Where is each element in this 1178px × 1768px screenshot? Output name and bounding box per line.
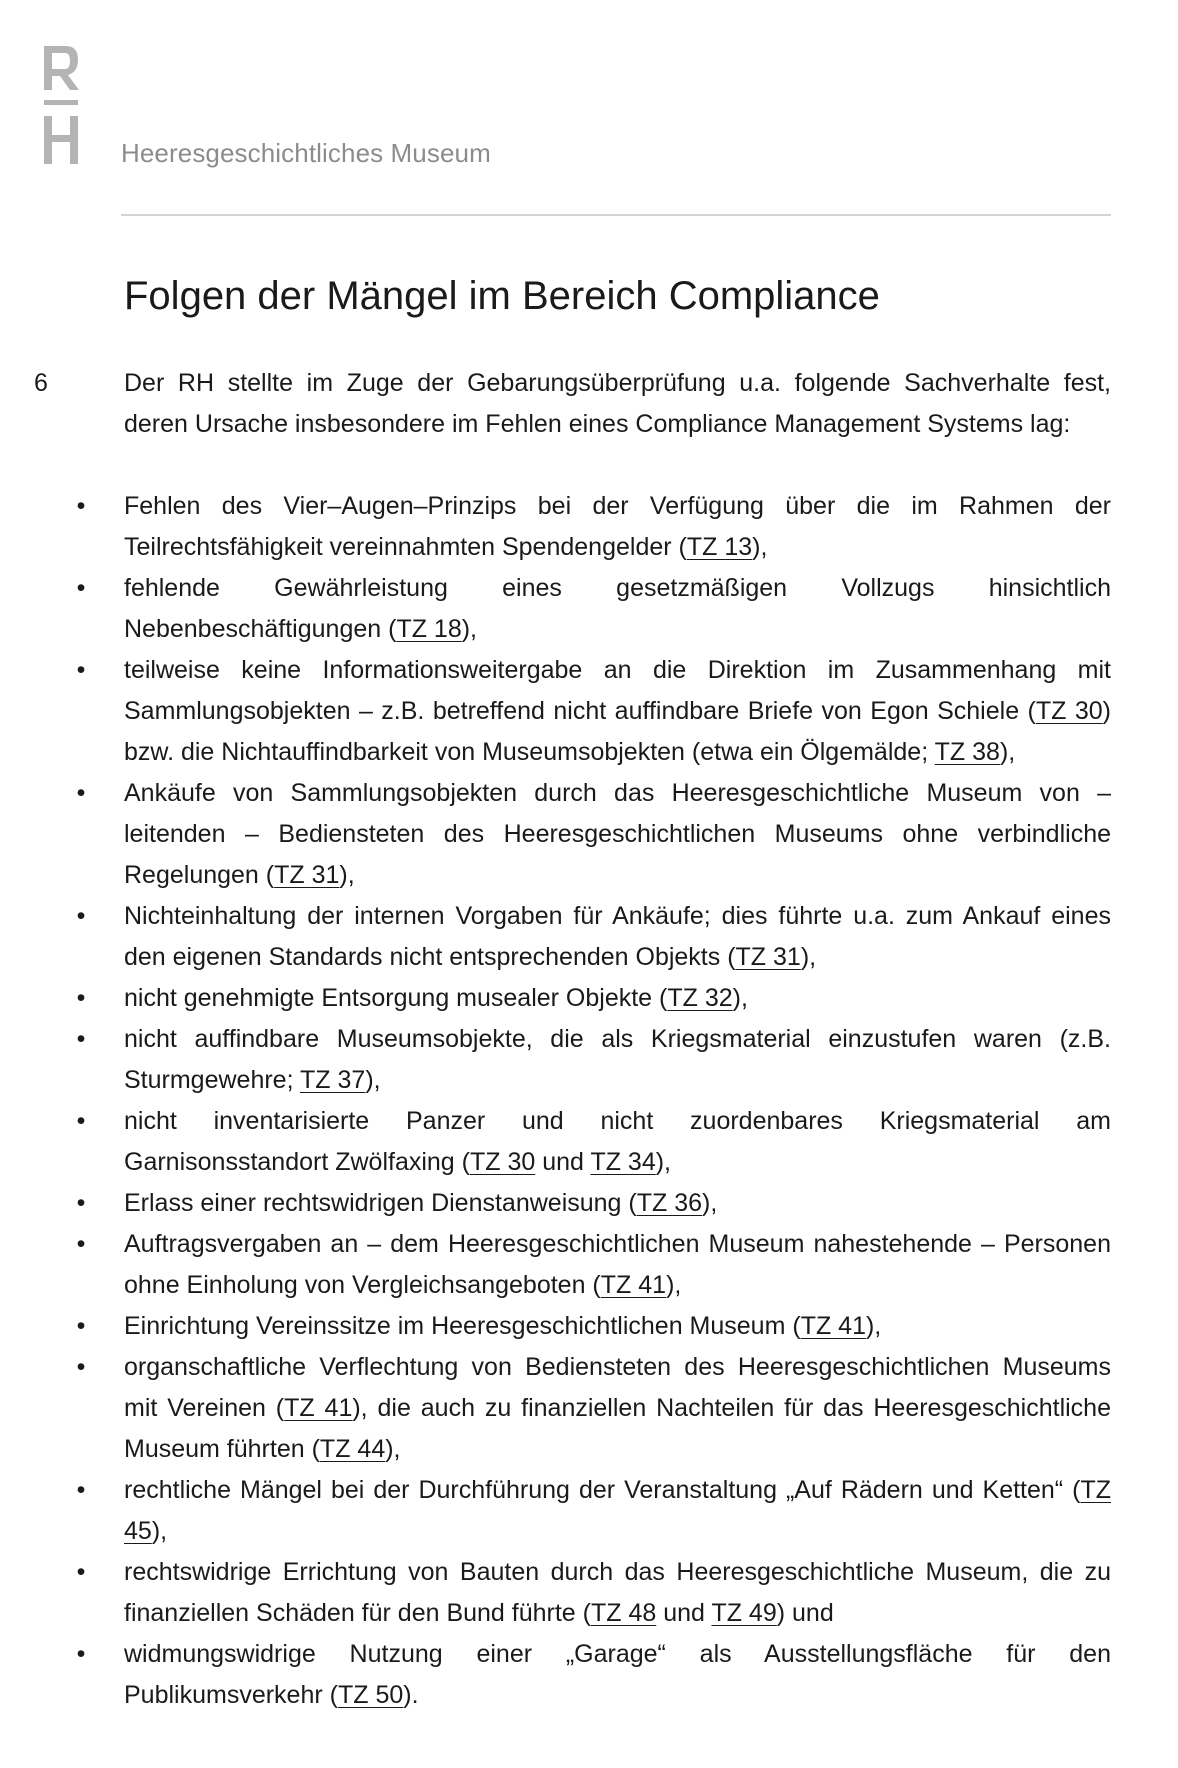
bullet-icon: • [76,1640,86,1668]
bullet-icon: • [76,1189,86,1217]
list-item: • Fehlen des Vier–Augen–Prinzips bei der Verfügung über die im Rahmen der Teilrechtsfähigkeit vereinnahmten Spendengelder (TZ 13), [124,486,1111,568]
list-item: • teilweise keine Informationsweitergabe an die Direktion im Zusammenhang mit Sammlungsobjekten – z.B. betreffend nicht auffindbare Briefe von Egon Schiele (TZ 30) bzw. die Nichtauffindbarkeit von Museumsobjekten (etwa ein Ölgemälde; TZ 38), [124,650,1111,773]
findings-list [76,486,1111,1716]
bullet-icon: • [76,492,86,520]
bullet-icon: • [76,1230,86,1258]
list-item: • rechtswidrige Errichtung von Bauten durch das Heeresgeschichtliche Museum, die zu finanziellen Schäden für den Bund führte (TZ 48 und TZ 49) und [124,1552,1111,1634]
list-item: • nicht auffindbare Museumsobjekte, die als Kriegsmaterial einzustufen waren (z.B. Sturmgewehre; TZ 37), [124,1019,1111,1101]
tz-link[interactable]: TZ 49 [711,1599,777,1627]
tz-link[interactable]: TZ 34 [590,1148,656,1176]
tz-link[interactable]: TZ 18 [396,615,462,643]
tz-link[interactable]: TZ 36 [636,1189,703,1217]
tz-link[interactable]: TZ 44 [319,1435,386,1463]
bullet-icon: • [76,902,86,930]
list-item: • Auftragsvergaben an – dem Heeresgeschichtlichen Museum nahestehende – Personen ohne Einholung von Vergleichsangeboten (TZ 41), [124,1224,1111,1306]
list-item: • rechtliche Mängel bei der Durchführung der Veranstaltung „Auf Rädern und Ketten“ (TZ 45), [124,1470,1111,1552]
bullet-icon: • [76,574,86,602]
tz-link[interactable]: TZ 32 [667,984,733,1012]
tz-link[interactable]: TZ 37 [300,1066,366,1094]
list-item: • organschaftliche Verflechtung von Bediensteten des Heeresgeschichtlichen Museums mit Vereinen (TZ 41), die auch zu finanziellen Nachteilen für das Heeresgeschichtliche Museum führten (TZ 44), [124,1347,1111,1470]
tz-link[interactable]: TZ 41 [800,1312,866,1340]
bullet-icon: • [76,1353,86,1381]
bullet-icon: • [76,1476,86,1504]
section-title: Folgen der Mängel im Bereich Compliance [124,274,880,318]
bullet-icon: • [76,1025,86,1053]
paragraph-number: 6 [34,369,48,397]
tz-link[interactable]: TZ 41 [284,1394,353,1422]
tz-link[interactable]: TZ 38 [934,738,1000,766]
list-item: • nicht genehmigte Entsorgung musealer Objekte (TZ 32), [124,978,1111,1019]
tz-link[interactable]: TZ 30 [469,1148,536,1176]
list-item: • fehlende Gewährleistung eines gesetzmäßigen Vollzugs hinsichtlich Nebenbeschäftigungen (TZ 18), [124,568,1111,650]
list-item: • Einrichtung Vereinssitze im Heeresgeschichtlichen Museum (TZ 41), [124,1306,1111,1347]
bullet-icon: • [76,779,86,807]
list-item: • nicht inventarisierte Panzer und nicht zuordenbares Kriegsmaterial am Garnisonsstandort Zwölfaxing (TZ 30 und TZ 34), [124,1101,1111,1183]
list-item: • widmungswidrige Nutzung einer „Garage“ als Ausstellungsfläche für den Publikumsverkehr (TZ 50). [124,1634,1111,1716]
tz-link[interactable]: TZ 48 [590,1599,657,1627]
tz-link[interactable]: TZ 45 [124,1476,1111,1545]
bullet-icon: • [76,656,86,684]
tz-link[interactable]: TZ 13 [686,533,753,561]
list-item: • Nichteinhaltung der internen Vorgaben für Ankäufe; dies führte u.a. zum Ankauf eines den eigenen Standards nicht entsprechenden Objekts (TZ 31), [124,896,1111,978]
bullet-icon: • [76,984,86,1012]
tz-link[interactable]: TZ 31 [735,943,801,971]
tz-link[interactable]: TZ 30 [1035,697,1103,725]
intro-paragraph: Der RH stellte im Zuge der Gebarungsüberprüfung u.a. folgende Sachverhalte fest, deren Ursache insbesondere im Fehlen eines Compliance Management Systems lag: [124,369,1111,438]
tz-link[interactable]: TZ 41 [600,1271,667,1299]
list-item: • Ankäufe von Sammlungsobjekten durch das Heeresgeschichtliche Museum von – leitenden – Bediensteten des Heeresgeschichtlichen Museums ohne verbindliche Regelungen (TZ 31), [124,773,1111,896]
rh-logo [42,44,82,168]
header-divider [121,214,1111,216]
bullet-icon: • [76,1312,86,1340]
bullet-icon: • [76,1107,86,1135]
organization-name: Heeresgeschichtliches Museum [121,138,491,168]
bullet-icon: • [76,1558,86,1586]
tz-link[interactable]: TZ 31 [274,861,340,889]
list-item: • Erlass einer rechtswidrigen Dienstanweisung (TZ 36), [124,1183,1111,1224]
tz-link[interactable]: TZ 50 [337,1681,404,1709]
